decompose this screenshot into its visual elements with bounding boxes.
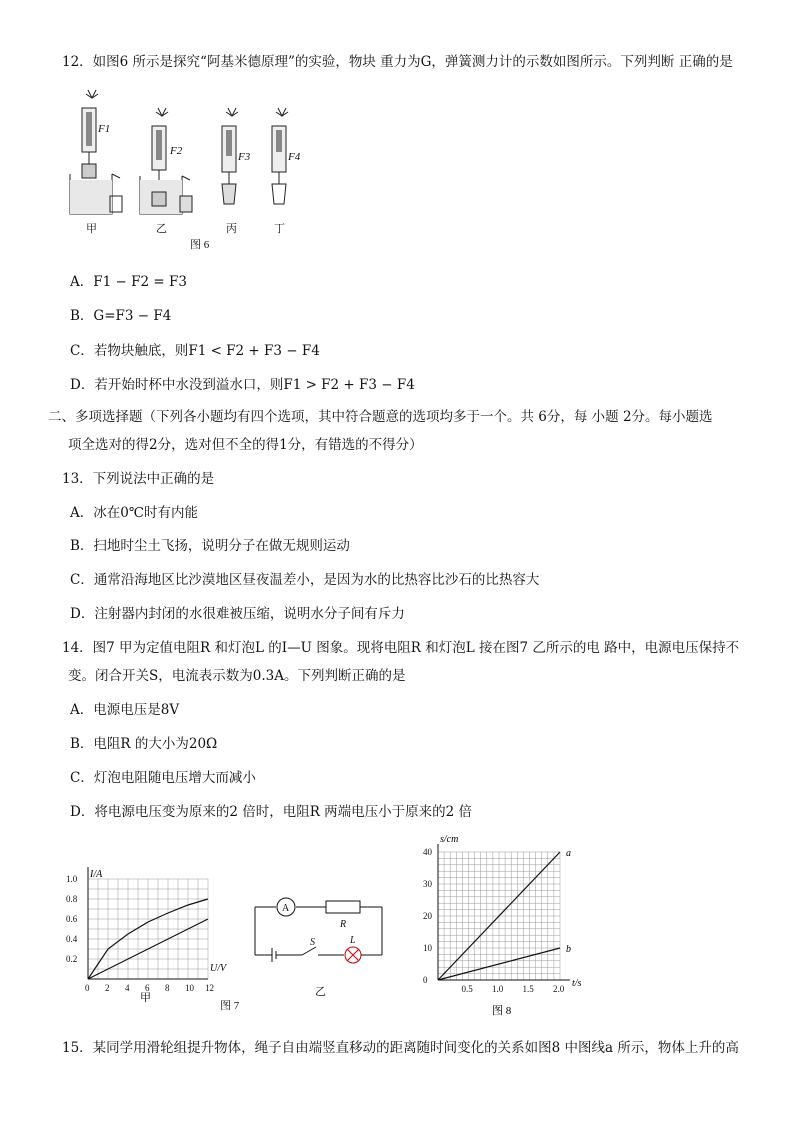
st-x-label: t/s xyxy=(572,978,582,989)
q13-option-b: B．扫地时尘土飞扬，说明分子在做无规则运动 xyxy=(70,538,350,554)
figure-7 xyxy=(60,855,420,1015)
label-f1: F1 xyxy=(98,123,111,135)
q12-option-d: D．若开始时杯中水没到溢水口，则F1 > F2 + F3 − F4 xyxy=(70,377,415,393)
setup-ding xyxy=(272,108,288,204)
q14-option-b: B．电阻R 的大小为20Ω xyxy=(70,736,218,752)
q13-option-c: C．通常沿海地区比沙漠地区昼夜温差小，是因为水的比热容比沙石的比热容大 xyxy=(70,572,540,588)
iu-y-tick: 0.6 xyxy=(66,914,78,924)
iu-y-label: I/A xyxy=(90,869,103,880)
iu-y-tick: 1.0 xyxy=(66,874,78,884)
iu-y-tick: 0.8 xyxy=(66,894,78,904)
section2-line1: 二、多项选择题（下列各小题均有四个选项，其中符合题意的选项均多于一个。共 6分，每 小题 2分。每小题选 xyxy=(48,409,713,425)
ammeter-label: A xyxy=(282,903,290,914)
st-y-tick: 10 xyxy=(423,943,432,953)
q12-option-b: B．G=F3 − F4 xyxy=(70,308,172,324)
iu-x-tick: 8 xyxy=(165,983,170,993)
iu-y-tick: 0.2 xyxy=(66,954,78,964)
line-b-label: b xyxy=(566,944,571,955)
q15-stem: 15．某同学用滑轮组提升物体，绳子自由端竖直移动的距离随时间变化的关系如图8 中图线a 所示，物体上升的高 xyxy=(62,1040,739,1056)
switch-icon xyxy=(302,947,316,955)
setup-jia xyxy=(70,90,122,214)
setup-bing xyxy=(222,108,238,204)
figure-8 xyxy=(420,830,600,1020)
figure-6 xyxy=(60,82,320,252)
q12-stem: 12．如图6 所示是探究“阿基米德原理”的实验，物块 重力为G，弹簧测力计的示数如图所示。下列判断 正确的是 xyxy=(62,54,733,70)
q14-option-c: C．灯泡电阻随电压增大而减小 xyxy=(70,770,256,786)
q14-stem-line2: 变。闭合开关S，电流表示数为0.3A。下列判断正确的是 xyxy=(68,668,406,684)
st-x-tick: 2.0 xyxy=(553,984,565,994)
iu-graph xyxy=(66,867,228,1004)
iu-x-tick: 12 xyxy=(205,983,214,993)
q13-option-a: A．冰在0℃时有内能 xyxy=(70,505,198,521)
iu-x-label: U/V xyxy=(210,963,227,974)
st-y-tick: 20 xyxy=(423,911,432,921)
line-a-label: a xyxy=(566,848,571,859)
st-y-tick: 30 xyxy=(423,879,432,889)
label-bing: 丙 xyxy=(226,223,237,235)
st-y-tick: 0 xyxy=(423,975,428,985)
iu-x-tick: 2 xyxy=(105,983,110,993)
circuit-sub-label: 乙 xyxy=(315,986,326,998)
q14-option-a: A．电源电压是8V xyxy=(70,702,180,718)
resistor-icon xyxy=(326,901,360,913)
section2-line2: 项全选对的得2分，选对但不全的得1分，有错选的不得分） xyxy=(68,437,423,453)
iu-grid xyxy=(88,879,208,979)
st-y-tick: 40 xyxy=(423,847,432,857)
q14-stem-line1: 14．图7 甲为定值电阻R 和灯泡L 的I—U 图象。现将电阻R 和灯泡L 接在图7 乙所示的电 路中，电源电压保持不 xyxy=(62,640,740,656)
st-y-label: s/cm xyxy=(440,834,459,845)
figure-8-caption: 图 8 xyxy=(492,1005,512,1017)
q14-option-d: D．将电源电压变为原来的2 倍时，电阻R 两端电压小于原来的2 倍 xyxy=(70,804,473,820)
figure-7-caption: 图 7 xyxy=(220,1000,240,1012)
label-f3: F3 xyxy=(238,151,251,163)
q12-option-a: A．F1 − F2 = F3 xyxy=(70,274,187,290)
resistor-label: R xyxy=(340,919,347,930)
figure-6-caption: 图 6 xyxy=(190,239,210,251)
iu-y-tick: 0.4 xyxy=(66,934,78,944)
circuit xyxy=(255,898,382,963)
label-f2: F2 xyxy=(170,145,183,157)
iu-x-tick: 0 xyxy=(85,983,90,993)
iu-sub-label: 甲 xyxy=(140,992,151,1004)
q13-stem: 13．下列说法中正确的是 xyxy=(62,471,215,487)
st-x-ticks xyxy=(462,984,565,994)
st-x-tick: 1.5 xyxy=(522,984,534,994)
setup-yi xyxy=(140,108,192,214)
iu-x-tick: 4 xyxy=(125,983,130,993)
iu-y-ticks xyxy=(66,874,78,964)
label-ding: 丁 xyxy=(274,223,285,235)
iu-x-tick: 10 xyxy=(185,983,194,993)
label-f4: F4 xyxy=(288,151,301,163)
st-y-ticks xyxy=(423,847,433,985)
label-yi: 乙 xyxy=(156,223,167,235)
q12-option-c: C．若物块触底，则F1 < F2 + F3 − F4 xyxy=(70,343,320,359)
q13-option-d: D．注射器内封闭的水很难被压缩，说明水分子间有斥力 xyxy=(70,606,405,622)
st-x-tick: 1.0 xyxy=(492,984,504,994)
switch-label: S xyxy=(310,937,315,948)
label-jia: 甲 xyxy=(86,223,97,235)
iu-x-tick: 6 xyxy=(145,983,150,993)
st-x-tick: 0.5 xyxy=(461,984,473,994)
lamp-label: L xyxy=(350,935,356,946)
